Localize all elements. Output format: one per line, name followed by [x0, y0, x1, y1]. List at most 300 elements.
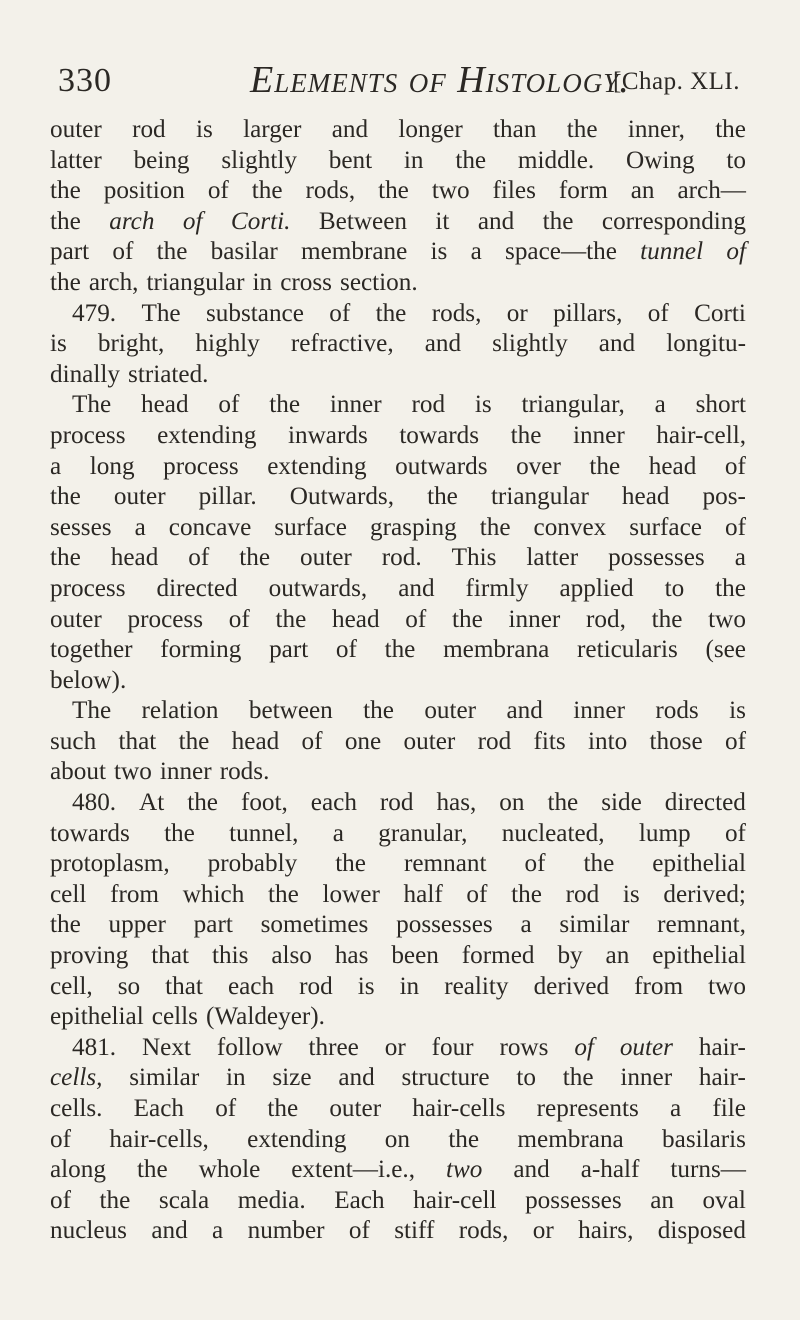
word: over [516, 452, 561, 480]
word: inner [329, 391, 382, 419]
word: Owing [626, 146, 695, 174]
word: an [605, 942, 630, 970]
word: cells. [50, 1095, 103, 1122]
word: the [479, 513, 511, 541]
word: of [218, 391, 240, 419]
word: has [334, 942, 369, 970]
word: process [163, 452, 239, 480]
word: of [726, 238, 746, 266]
text-line [50, 1125, 746, 1156]
word: a [520, 911, 532, 939]
word: epithelial [50, 1003, 144, 1031]
text-line [50, 941, 746, 972]
word: of [574, 1033, 594, 1061]
word: basilaris [662, 1125, 746, 1153]
word: remnant, [657, 911, 746, 939]
word: corresponding [601, 207, 746, 235]
word: reality [444, 972, 509, 1000]
word: of [188, 544, 210, 572]
word: pillars, [553, 299, 623, 327]
word: cells, [50, 1064, 103, 1092]
word: side [601, 789, 642, 817]
word: or [506, 299, 528, 327]
word: the [99, 1186, 131, 1214]
word: slightly [492, 330, 568, 358]
text-line [50, 146, 746, 177]
text-line [50, 513, 746, 544]
word: extent—i.e., [291, 1156, 416, 1184]
word: the [452, 605, 483, 633]
text-line [50, 268, 746, 299]
word: and [338, 1064, 375, 1092]
word: two [708, 605, 746, 633]
word: hair- [698, 1033, 746, 1061]
word: foot, [240, 789, 288, 817]
word: and [424, 330, 462, 358]
word: towards [399, 421, 480, 449]
word: a [470, 238, 482, 266]
word: relation [141, 697, 219, 725]
word: rod [565, 880, 600, 908]
word: rod [411, 391, 446, 419]
word: cell, [50, 972, 93, 1000]
word: process [127, 605, 204, 633]
word: pos- [702, 483, 746, 511]
word: a [50, 452, 62, 480]
word: scala [158, 1186, 210, 1214]
word: outer [50, 605, 102, 633]
word: the [239, 544, 271, 572]
word: extending [157, 421, 257, 449]
word: latter [526, 544, 579, 572]
word: cells [151, 1003, 198, 1031]
word: concave [168, 513, 252, 541]
word: cross [280, 268, 332, 296]
word: each [310, 789, 357, 817]
word: triangular [490, 483, 589, 511]
text-line [50, 482, 746, 513]
text-line [50, 1002, 746, 1033]
word: The [72, 391, 112, 419]
word: the [363, 697, 394, 725]
word: outwards [395, 452, 488, 480]
word: Between [318, 207, 407, 235]
word: a [669, 1095, 682, 1122]
word: space—the [505, 238, 617, 266]
word: and [598, 330, 636, 358]
word: the [378, 177, 409, 205]
word: of [329, 299, 351, 327]
word: tunnel [640, 238, 704, 266]
word: rod [132, 116, 166, 143]
word: about [50, 758, 106, 786]
word: epithelial [652, 850, 746, 878]
word: the [562, 1064, 594, 1092]
word: which [182, 880, 245, 908]
word: oval [702, 1186, 746, 1214]
word: file [712, 1095, 746, 1122]
word: the [715, 574, 746, 602]
word: that [165, 972, 203, 1000]
word: is [50, 330, 67, 358]
word: Each [334, 1186, 385, 1214]
word: the [511, 880, 542, 908]
word: nucleus [50, 1217, 127, 1245]
word: three [308, 1033, 359, 1061]
word: in [399, 972, 420, 1000]
text-line [50, 360, 746, 391]
word: of [182, 207, 203, 235]
word: to [516, 1064, 536, 1092]
word: the [651, 605, 683, 633]
text-line [50, 115, 746, 146]
word: the [269, 391, 301, 419]
word: rod [477, 727, 512, 755]
word: the [455, 146, 487, 174]
word: (Waldeyer). [206, 1003, 325, 1031]
word: or [384, 1033, 406, 1061]
word: directed [156, 574, 238, 602]
text-line [50, 727, 746, 758]
text-line [50, 788, 746, 819]
word: turns— [670, 1156, 746, 1184]
word: outer [619, 1033, 673, 1061]
word: rods [655, 697, 699, 725]
word: 479. [72, 299, 117, 327]
word: the [589, 452, 621, 480]
word: surface [274, 513, 347, 541]
word: from [110, 880, 160, 908]
word: Corti. [230, 207, 291, 235]
word: the [50, 207, 81, 235]
word: hairs, [578, 1217, 634, 1245]
word: rod, [586, 605, 626, 633]
word: hair-cell [413, 1186, 497, 1214]
text-line [50, 390, 746, 421]
word: extending [267, 452, 367, 480]
word: formed [461, 942, 535, 970]
word: At [139, 789, 165, 817]
word: into [587, 727, 628, 755]
word: 480. [72, 789, 117, 817]
word: the [164, 819, 195, 847]
word: between [248, 697, 333, 725]
word: those [649, 727, 703, 755]
word: derived [533, 972, 610, 1000]
word: Each [133, 1095, 184, 1122]
word: the [510, 421, 542, 449]
word: outer [50, 116, 102, 143]
word: dinally [50, 360, 120, 388]
word: outwards, [268, 574, 368, 602]
text-line [50, 635, 746, 666]
word: the [50, 911, 81, 939]
word: two [114, 758, 152, 786]
word: of [112, 238, 134, 266]
text-line [50, 880, 746, 911]
word: long [89, 452, 135, 480]
text-line [50, 605, 746, 636]
word: of [647, 299, 669, 327]
word: rows [499, 1033, 549, 1061]
word: rod [379, 789, 414, 817]
word: a [212, 1217, 224, 1245]
word: highly [195, 330, 260, 358]
word: such [50, 727, 97, 755]
word: the [547, 789, 579, 817]
word: convex [533, 513, 607, 541]
word: of [724, 513, 746, 541]
word: tunnel, [229, 819, 299, 847]
word: in [226, 1064, 246, 1092]
word: of [724, 819, 746, 847]
word: outer [329, 1095, 382, 1122]
word: media. [237, 1186, 306, 1214]
text-line [50, 1094, 746, 1125]
word: a [134, 513, 146, 541]
word: rods, [305, 177, 356, 205]
word: the [448, 1125, 480, 1153]
word: towards [50, 819, 130, 847]
word: lower [322, 880, 380, 908]
word: is [474, 391, 492, 419]
word: the [50, 544, 81, 572]
word: whole [198, 1156, 261, 1184]
word: rods, [431, 299, 482, 327]
word: Corti [694, 299, 746, 327]
word: the [156, 238, 188, 266]
word: hair-cell, [656, 421, 746, 449]
text-line [50, 299, 746, 330]
word: sometimes [260, 911, 369, 939]
word: each [227, 972, 275, 1000]
word: the [384, 636, 416, 664]
word: hair-cells [412, 1095, 506, 1122]
word: pillar. [198, 483, 257, 511]
word: outer [113, 483, 166, 511]
word: Next [141, 1033, 191, 1061]
word: been [391, 942, 439, 970]
word: the [583, 850, 615, 878]
word: the [268, 880, 299, 908]
word: in [252, 268, 273, 296]
word: two [431, 177, 470, 205]
word: section. [340, 268, 418, 296]
word: together [50, 636, 133, 664]
word: protoplasm, [50, 850, 170, 878]
word: the [335, 850, 366, 878]
text-line [50, 696, 746, 727]
word: triangular, [521, 391, 625, 419]
text-line [50, 1216, 746, 1247]
word: lump [638, 819, 691, 847]
word: number [247, 1217, 325, 1245]
word: part [269, 636, 309, 664]
word: probably [207, 850, 298, 878]
word: in [403, 146, 424, 174]
word: is [622, 880, 640, 908]
word: inner [573, 697, 625, 725]
word: fits [533, 727, 566, 755]
word: represents [536, 1095, 639, 1122]
text-line [50, 237, 746, 268]
word: rods. [219, 758, 270, 786]
word: head [110, 544, 159, 572]
word: form [558, 177, 608, 205]
word: inwards [288, 421, 368, 449]
word: granular, [378, 819, 468, 847]
word: extending [247, 1125, 347, 1153]
text-line [50, 1155, 746, 1186]
word: outer [300, 544, 352, 572]
word: The [141, 299, 181, 327]
word: triangular [146, 268, 245, 296]
word: is [729, 697, 746, 725]
word: the [542, 207, 574, 235]
word: to [726, 146, 746, 174]
word: arch— [677, 177, 746, 205]
running-head [58, 58, 740, 108]
word: head [621, 483, 670, 511]
word: longitu- [666, 330, 746, 358]
word: membrana [443, 636, 550, 664]
word: the [375, 299, 407, 327]
word: so [117, 972, 141, 1000]
text-line [50, 543, 746, 574]
word: this [211, 942, 249, 970]
word: head [231, 727, 280, 755]
word: the [267, 1095, 299, 1122]
word: applied [559, 574, 634, 602]
word: head [648, 452, 697, 480]
word: of [348, 1217, 370, 1245]
word: possesses [525, 1186, 622, 1214]
word: a [734, 544, 746, 572]
word: head [332, 605, 380, 633]
word: inner [508, 605, 561, 633]
word: the [50, 177, 81, 205]
word: of [405, 605, 427, 633]
word: the [275, 605, 307, 633]
word: and [477, 207, 515, 235]
word: structure [401, 1064, 490, 1092]
running-title: Elements of Histology. [250, 59, 630, 101]
word: to [664, 574, 685, 602]
word: a [654, 391, 666, 419]
word: epithelial [652, 942, 746, 970]
word: a [332, 819, 344, 847]
word: of [228, 605, 250, 633]
word: process [50, 421, 126, 449]
word: striated. [128, 360, 209, 388]
word: the [251, 177, 283, 205]
chapter-label: [Chap. XLI. [613, 68, 740, 95]
word: bent [328, 146, 373, 174]
word: refractive, [290, 330, 394, 358]
word: and [506, 697, 543, 725]
text-line [50, 421, 746, 452]
word: stiff [394, 1217, 435, 1245]
text-line [50, 1033, 746, 1064]
word: proving [50, 942, 129, 970]
word: grasping [369, 513, 457, 541]
word: it [435, 207, 450, 235]
word: larger [243, 116, 302, 143]
word: is [430, 238, 448, 266]
word: Outwards, [289, 483, 395, 511]
word: middle. [517, 146, 595, 174]
word: firmly [465, 574, 529, 602]
text-line [50, 1063, 746, 1094]
word: along [50, 1156, 106, 1184]
word: membrane [301, 238, 408, 266]
word: of [724, 452, 746, 480]
word: remnant [403, 850, 487, 878]
word: two [708, 972, 746, 1000]
word: half [403, 880, 443, 908]
word: latter [50, 146, 102, 174]
word: is [357, 972, 375, 1000]
word: of [215, 1095, 237, 1122]
word: inner, [627, 116, 685, 143]
word: that [118, 727, 157, 755]
word: the [187, 789, 218, 817]
word: sesses [50, 513, 112, 541]
word: of [524, 850, 546, 878]
word: of [50, 1186, 71, 1214]
word: follow [216, 1033, 283, 1061]
word: of [301, 727, 323, 755]
word: the [715, 116, 746, 143]
text-line [50, 1186, 746, 1217]
word: the [566, 116, 598, 143]
word: a-half [580, 1156, 640, 1184]
word: of [466, 880, 488, 908]
word: and [513, 1156, 550, 1184]
word: arch [109, 207, 155, 235]
body-text [50, 115, 746, 1247]
word: 481. [72, 1033, 117, 1061]
word: and [151, 1217, 188, 1245]
word: hair- [698, 1064, 746, 1092]
word: outer [403, 727, 456, 755]
word: part [193, 911, 233, 939]
word: rods, [458, 1217, 509, 1245]
word: longer [398, 116, 463, 143]
word: substance [205, 299, 304, 327]
word: on [384, 1125, 410, 1153]
text-line [50, 849, 746, 880]
word: that [151, 942, 190, 970]
word: part [50, 238, 90, 266]
word: disposed [657, 1217, 746, 1245]
word: from [634, 972, 684, 1000]
word: two [446, 1156, 483, 1184]
word: slightly [221, 146, 297, 174]
word: rod [299, 972, 333, 1000]
text-line [50, 207, 746, 238]
word: directed [664, 789, 746, 817]
word: surface [629, 513, 702, 541]
word: inner [159, 758, 212, 786]
text-line [50, 910, 746, 941]
word: of [724, 727, 746, 755]
word: four [431, 1033, 474, 1061]
text-line [50, 329, 746, 360]
word: bright, [97, 330, 165, 358]
text-line [50, 176, 746, 207]
word: below). [50, 666, 127, 694]
